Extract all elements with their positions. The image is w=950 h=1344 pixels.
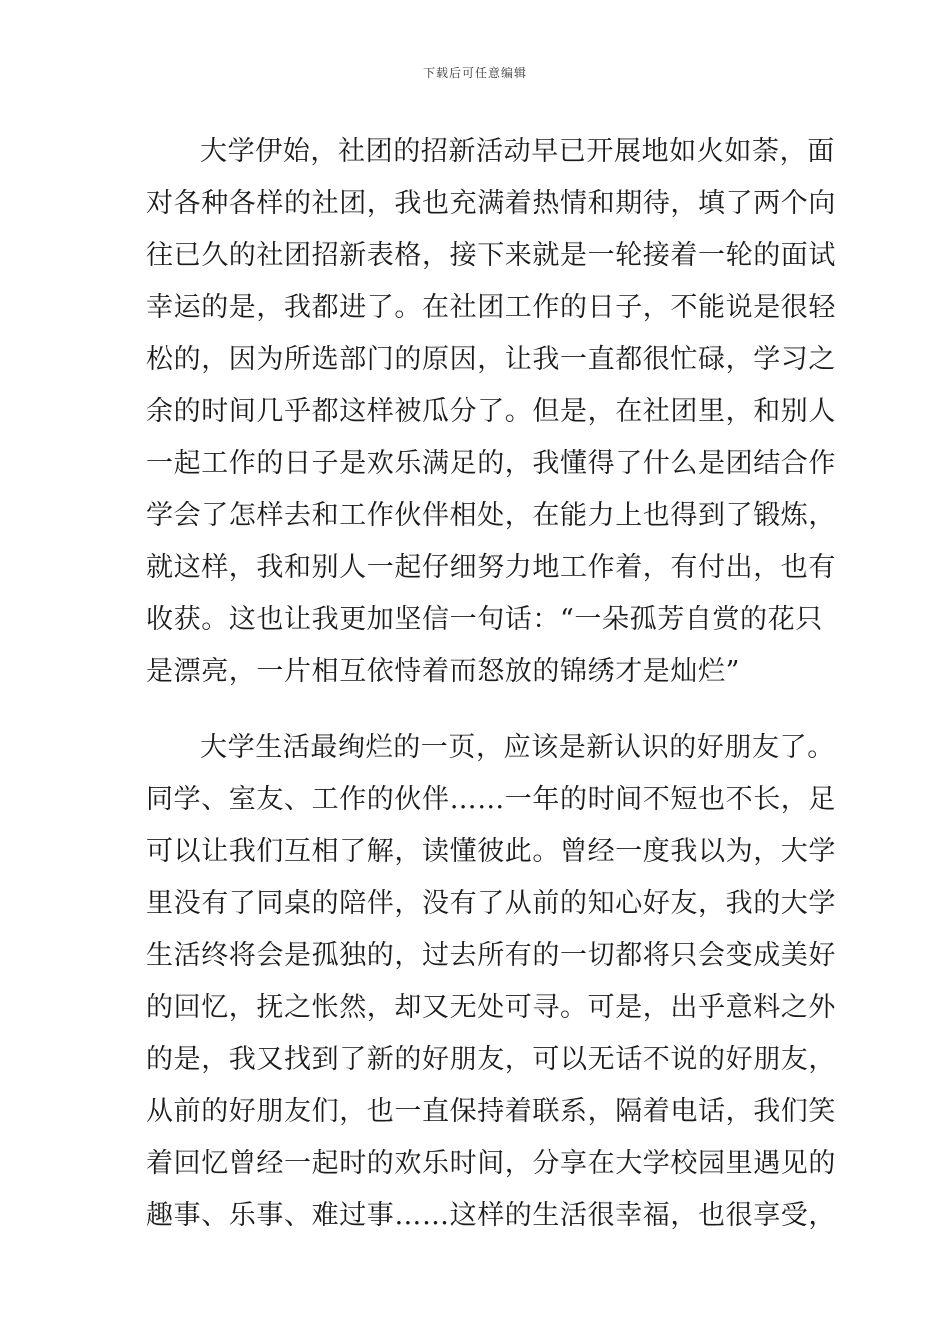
page-header: 下载后可任意编辑 [422, 66, 527, 80]
paragraph-line: 可以让我们互相了解，读懂彼此。曾经一度我以为，大学 [146, 836, 836, 867]
paragraph-line: 着回忆曾经一起时的欢乐时间，分享在大学校园里遇见的 [146, 1148, 836, 1179]
paragraph-line: 的是，我又找到了新的好朋友，可以无话不说的好朋友， [146, 1044, 836, 1075]
paragraph-2 [146, 722, 836, 1242]
paragraph-line: 的回忆，抚之怅然，却又无处可寻。可是，出乎意料之外 [146, 992, 836, 1023]
paragraph-line: 对各种各样的社团，我也充满着热情和期待，填了两个向 [146, 188, 836, 219]
paragraph-line: 幸运的是，我都进了。在社团工作的日子，不能说是很轻 [146, 292, 836, 323]
paragraph-line: 趣事、乐事、难过事……这样的生活很幸福，也很享受， [146, 1200, 836, 1231]
paragraph-line: 松的，因为所选部门的原因，让我一直都很忙碌，学习之 [146, 344, 836, 375]
paragraph-line: 收获。这也让我更加坚信一句话：“一朵孤芳自赏的花只 [146, 604, 823, 635]
paragraph-line: 余的时间几乎都这样被瓜分了。但是，在社团里，和别人 [146, 396, 836, 427]
paragraph-1 [146, 126, 836, 698]
paragraph-line: 学会了怎样去和工作伙伴相处，在能力上也得到了锻炼， [146, 500, 836, 531]
paragraph-line: 往已久的社团招新表格，接下来就是一轮接着一轮的面试 [146, 240, 836, 271]
paragraph-line: 就这样，我和别人一起仔细努力地工作着，有付出，也有 [146, 552, 836, 583]
paragraph-line: 同学、室友、工作的伙伴……一年的时间不短也不长，足 [146, 784, 836, 815]
paragraph-line: 大学伊始，社团的招新活动早已开展地如火如荼，面 [200, 136, 835, 167]
paragraph-line: 是漂亮，一片相互依恃着而怒放的锦绣才是灿烂” [146, 656, 741, 687]
paragraph-line: 从前的好朋友们，也一直保持着联系，隔着电话，我们笑 [146, 1096, 836, 1127]
paragraph-line: 里没有了同桌的陪伴，没有了从前的知心好友，我的大学 [146, 888, 836, 919]
paragraph-line: 大学生活最绚烂的一页，应该是新认识的好朋友了。 [200, 732, 835, 763]
paragraph-line: 生活终将会是孤独的，过去所有的一切都将只会变成美好 [146, 940, 836, 971]
paragraph-line: 一起工作的日子是欢乐满足的，我懂得了什么是团结合作 [146, 448, 836, 479]
